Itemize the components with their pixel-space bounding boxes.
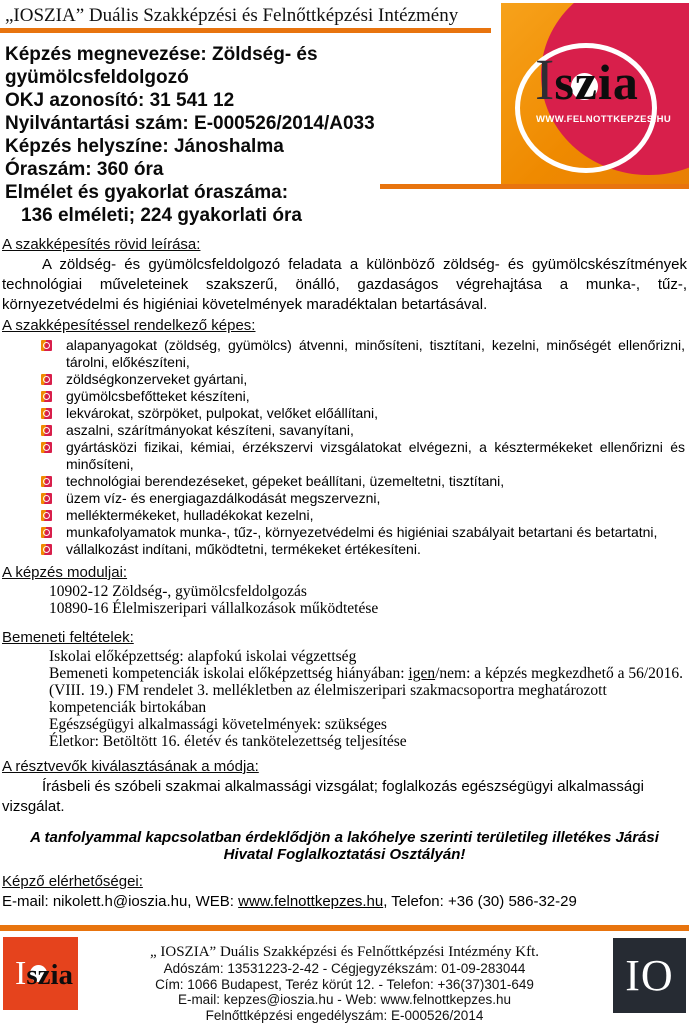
list-item-text: gyártásközi fizikai, kémiai, érzékszervi vizsgálatokat elvégezni, a késztermékeket ellenőrizni és minősíteni, [66, 439, 685, 472]
footer-io-logo [613, 938, 686, 1013]
footer-io-letters: IO [625, 951, 674, 1000]
logo-letter-i: I [535, 47, 555, 112]
selection-text: Írásbeli és szóbeli szakmai alkalmassági vizsgálat; foglalkozás egészségügyi alkalmassági vizsgálat. [2, 778, 644, 815]
course-hours: Óraszám: 360 óra [5, 159, 164, 180]
short-description-text: A zöldség- és gyümölcsfeldolgozó feladata a különböző zöldség- és gyümölcskészítmények technológiai műveleteinek szakszerű, önálló, gazdaságos végrehajtása a munka-, tűz-, környezetvédelmi és higiéniai követelmények maradéktalan betartásával. [2, 256, 687, 313]
entry-competence-prefix: Bemeneti kompetenciák iskolai előképzettség hiányában: [49, 665, 409, 682]
footer-tax-line: Adószám: 13531223-2-42 - Cégjegyzékszám: 01-09-283044 [163, 961, 526, 976]
list-item [2, 541, 687, 558]
logo-bullet-icon [41, 544, 52, 555]
list-item-text: alapanyagokat (zöldség, gyümölcs) átvenni, minősíteni, tisztítani, kezelni, minőségét ellenőrizni, tárolni, előkészíteni, [66, 337, 685, 370]
footer-logo-letter-i: I [15, 955, 27, 992]
list-item [2, 507, 687, 524]
list-item-text: aszalni, szárítmányokat készíteni, savanyítani, [66, 422, 354, 438]
list-item-text: technológiai berendezéseket, gépeket beállítani, üzemeltetni, tisztítani, [66, 473, 505, 489]
footer-address-line: Cím: 1066 Budapest, Teréz körút 12. - Telefon: +36(37)301-649 [155, 976, 534, 992]
logo-bullet-icon [41, 493, 52, 504]
logo-bullet-icon [41, 408, 52, 419]
logo-bullet-icon [41, 510, 52, 521]
entry-competence-suffix: /nem: a képzés megkezdhető a 56/2016. (VIII. 19.) FM rendelet 3. mellékletben az élelmiszeripari szakmacsoportra meghatározott kompetenciák birtokában [49, 665, 684, 716]
list-item [2, 439, 687, 473]
entry-competence [49, 665, 687, 716]
section-heading-short-description: A szakképesítés rövid leírása: [2, 236, 201, 253]
list-item-text: vállalkozást indítani, működtetni, termékeket értékesíteni. [66, 541, 421, 557]
course-summary [5, 43, 495, 227]
list-item [2, 422, 687, 439]
entry-schooling: Iskolai előképzettség: alapfokú iskolai végzettség [49, 648, 357, 665]
section-heading-entry-requirements: Bemeneti feltételek: [2, 629, 134, 646]
footer-logo-letters-szia: szia [26, 959, 74, 991]
footer-logo-wordmark [15, 957, 73, 991]
contact-phone: , Telefon: +36 (30) 586-32-29 [383, 893, 577, 910]
footer-company-name: „ IOSZIA” Duális Szakképzési és Felnőttképzési Intézmény Kft. [149, 944, 540, 960]
contact-email: E-mail: nikolett.h@ioszia.hu, WEB: [2, 893, 239, 910]
list-item-text: munkafolyamatok munka-, tűz-, környezetvédelmi és higiéniai szabályait betartani és betartatni, [66, 524, 658, 540]
list-item-text: melléktermékeket, hulladékokat kezelni, [66, 507, 314, 523]
logo-bullet-icon [41, 374, 52, 385]
course-location: Képzés helyszíne: Jánoshalma [5, 136, 284, 157]
list-item [2, 337, 687, 371]
list-item [2, 388, 687, 405]
list-item [2, 524, 687, 541]
contact-notice: A tanfolyammal kapcsolatban érdeklődjön a lakóhelye szerinti területileg illetékes Járási Hivatal Foglalkoztatási Osztályán! [30, 829, 659, 863]
logo-bullet-icon [41, 527, 52, 538]
competency-list [2, 337, 687, 558]
ioszia-logo [501, 3, 689, 188]
footer-email-line: E-mail: kepzes@ioszia.hu - Web: www.felnottkepzes.hu [177, 992, 512, 1007]
footer [0, 936, 689, 1024]
section-heading-modules: A képzés moduljai: [2, 564, 128, 581]
module-item: 10890-16 Élelmiszeripari vállalkozások működtetése [49, 600, 379, 617]
course-name-line1: Képzés megnevezése: Zöldség- és [5, 44, 318, 65]
entry-competence-yes: igen [408, 665, 436, 682]
section-heading-competencies: A szakképesítéssel rendelkező képes: [2, 317, 256, 334]
list-item-text: zöldségkonzerveket gyártani, [66, 371, 248, 387]
list-item-text: gyümölcsbefőtteket készíteni, [66, 388, 250, 404]
course-registration-number: Nyilvántartási szám: E-000526/2014/A033 [5, 113, 375, 134]
course-okj-id: OKJ azonosító: 31 541 12 [5, 90, 235, 111]
page-title: „IOSZIA” Duális Szakképzési és Felnőttképzési Intézmény [5, 5, 459, 26]
logo-bullet-icon [41, 391, 52, 402]
entry-age: Életkor: Betöltött 16. életév és tankötelezettség teljesítése [49, 733, 407, 750]
course-theory-practice-hours: 136 elméleti; 224 gyakorlati óra [21, 205, 302, 226]
entry-requirements [2, 648, 687, 750]
section-heading-selection: A résztvevők kiválasztásának a módja: [2, 758, 259, 775]
module-item: 10902-12 Zöldség-, gyümölcsfeldolgozás [49, 583, 307, 600]
contact-web-link[interactable]: www.felnottkepzes.hu [238, 893, 384, 910]
title-divider [0, 28, 491, 33]
list-item [2, 371, 687, 388]
section-heading-contact: Képző elérhetőségei: [2, 873, 143, 890]
module-list [2, 583, 687, 617]
footer-company-block [95, 944, 594, 1023]
footer-ioszia-logo [3, 937, 78, 1010]
list-item [2, 405, 687, 422]
list-item-text: lekvárokat, szörpöket, pulpokat, velőket előállítani, [66, 405, 379, 421]
contact-info-line [2, 892, 687, 911]
logo-bullet-icon [41, 340, 52, 351]
course-name-line2: gyümölcsfeldolgozó [5, 67, 189, 88]
logo-bullet-icon [41, 442, 52, 453]
list-item-text: üzem víz- és energiagazdálkodását megszervezni, [66, 490, 381, 506]
footer-permit-line: Felnőttképzési engedélyszám: E-000526/2014 [205, 1007, 484, 1023]
logo-url-text: WWW.FELNOTTKEPZES.HU [536, 114, 672, 125]
list-item [2, 473, 687, 490]
entry-health: Egészségügyi alkalmassági követelmények: szükséges [49, 716, 387, 733]
logo-letters-szia: szia [554, 54, 639, 110]
course-theory-practice-label: Elmélet és gyakorlat óraszáma: [5, 182, 289, 203]
main-content [0, 232, 689, 911]
logo-wordmark [535, 47, 639, 112]
footer-divider [0, 925, 689, 931]
logo-bullet-icon [41, 476, 52, 487]
list-item [2, 490, 687, 507]
logo-bullet-icon [41, 425, 52, 436]
